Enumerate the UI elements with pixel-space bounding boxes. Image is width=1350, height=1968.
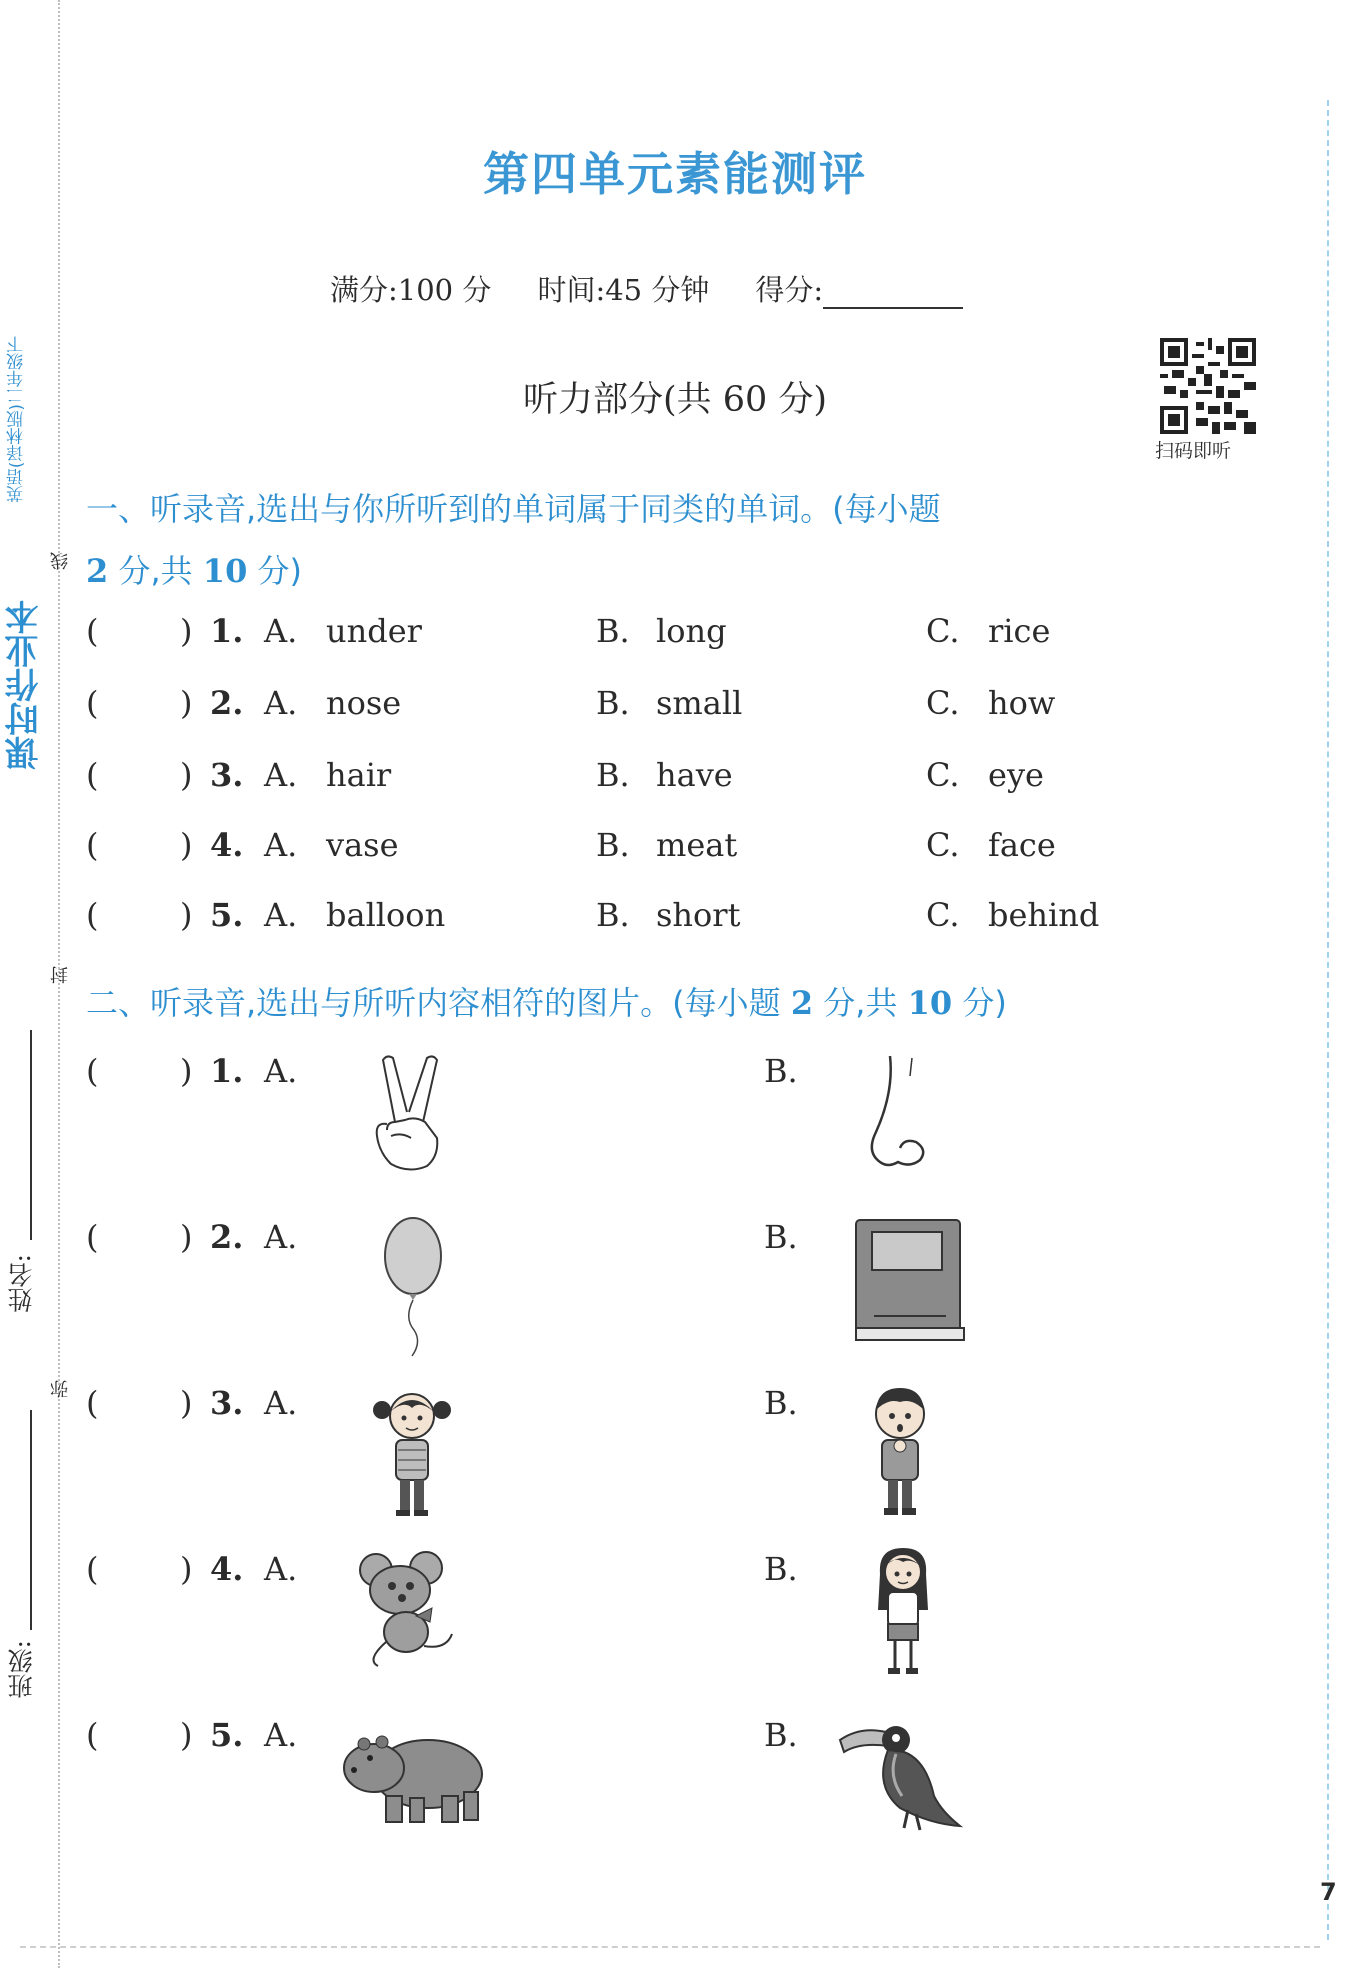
nose-icon[interactable]	[862, 1052, 942, 1177]
option-a-label[interactable]: A.	[264, 1716, 298, 1754]
score-blank[interactable]	[823, 283, 963, 309]
option-b-word[interactable]: long	[656, 612, 727, 650]
option-a-label[interactable]: A.	[264, 756, 298, 794]
section2-instruction	[86, 978, 1007, 1024]
answer-paren-close: )	[180, 1550, 193, 1588]
question-number: 5.	[210, 896, 244, 934]
boy-icon[interactable]	[860, 1384, 940, 1520]
option-b-label[interactable]: B.	[764, 1716, 798, 1754]
answer-paren-close: )	[180, 612, 193, 650]
section1-mid: 分,共	[118, 552, 193, 590]
s1-question-1	[0, 612, 1300, 662]
page-title: 第四单元素能测评	[483, 147, 867, 201]
section1-total: 10	[202, 552, 248, 590]
answer-paren-open[interactable]: (	[86, 826, 99, 864]
answer-paren-close: )	[180, 684, 193, 722]
mouse-icon[interactable]	[356, 1550, 466, 1670]
qr-code-icon[interactable]	[1160, 338, 1256, 434]
answer-paren-close: )	[180, 1716, 193, 1754]
answer-paren-close: )	[180, 1052, 193, 1090]
answer-paren-open[interactable]: (	[86, 684, 99, 722]
option-b-label[interactable]: B.	[596, 612, 630, 650]
option-a-label[interactable]: A.	[264, 1550, 298, 1588]
s2-question-4	[0, 1550, 1300, 1600]
option-c-word[interactable]: rice	[988, 612, 1051, 650]
cut-seal2-label: 弥	[50, 1380, 71, 1398]
option-b-word[interactable]: small	[656, 684, 743, 722]
option-b-word[interactable]: short	[656, 896, 741, 934]
girl-long-hair-icon[interactable]	[868, 1544, 938, 1680]
girl-pigtails-icon[interactable]	[372, 1388, 452, 1520]
toucan-icon[interactable]	[830, 1716, 980, 1836]
option-c-label[interactable]: C.	[926, 612, 960, 650]
option-a-label[interactable]: A.	[264, 896, 298, 934]
book-icon[interactable]	[850, 1216, 970, 1346]
option-c-word[interactable]: eye	[988, 756, 1044, 794]
answer-paren-close: )	[180, 826, 193, 864]
s1-question-2	[0, 684, 1300, 734]
option-b-label[interactable]: B.	[764, 1550, 798, 1588]
option-a-label[interactable]: A.	[264, 1384, 298, 1422]
option-c-label[interactable]: C.	[926, 756, 960, 794]
option-c-word[interactable]: behind	[988, 896, 1100, 934]
cut-line-label: 线	[50, 552, 71, 570]
answer-paren-open[interactable]: (	[86, 896, 99, 934]
question-number: 2.	[210, 1218, 244, 1256]
binding-dotted-line	[58, 0, 60, 1968]
option-b-label[interactable]: B.	[764, 1052, 798, 1090]
full-marks: 满分:100 分	[330, 273, 492, 307]
side-subtitle: 英语(译林版)二年级下	[7, 336, 27, 503]
option-c-label[interactable]: C.	[926, 896, 960, 934]
option-c-label[interactable]: C.	[926, 684, 960, 722]
side-brand: 课时作业本	[5, 600, 45, 770]
question-number: 3.	[210, 1384, 244, 1422]
question-number: 4.	[210, 1550, 244, 1588]
option-c-word[interactable]: face	[988, 826, 1056, 864]
s2-question-5	[0, 1716, 1300, 1766]
option-b-word[interactable]: have	[656, 756, 733, 794]
listening-points: (共 60 分)	[662, 380, 828, 420]
section1-end: 分)	[257, 552, 302, 590]
time-limit: 时间:45 分钟	[537, 273, 710, 307]
score-label: 得分:	[755, 273, 824, 307]
answer-paren-open[interactable]: (	[86, 756, 99, 794]
question-number: 5.	[210, 1716, 244, 1754]
section2-item-score: 2	[790, 984, 814, 1022]
section2-text-b: 分,共	[823, 984, 898, 1022]
option-a-word[interactable]: vase	[326, 826, 399, 864]
exam-info	[330, 268, 963, 309]
option-c-word[interactable]: how	[988, 684, 1056, 722]
answer-paren-open[interactable]: (	[86, 1716, 99, 1754]
answer-paren-close: )	[180, 1384, 193, 1422]
qr-caption: 扫码即听	[1155, 440, 1232, 462]
answer-paren-open[interactable]: (	[86, 1218, 99, 1256]
option-a-word[interactable]: nose	[326, 684, 402, 722]
option-a-label[interactable]: A.	[264, 684, 298, 722]
option-b-label[interactable]: B.	[764, 1218, 798, 1256]
answer-paren-close: )	[180, 896, 193, 934]
option-b-label[interactable]: B.	[596, 756, 630, 794]
hippo-icon[interactable]	[340, 1724, 486, 1828]
option-a-label[interactable]: A.	[264, 1052, 298, 1090]
s1-question-3	[0, 756, 1300, 806]
name-label: 姓名:	[7, 1254, 36, 1313]
victory-hand-icon[interactable]	[365, 1052, 455, 1177]
answer-paren-open[interactable]: (	[86, 1052, 99, 1090]
option-a-word[interactable]: under	[326, 612, 422, 650]
option-a-label[interactable]: A.	[264, 826, 298, 864]
answer-paren-open[interactable]: (	[86, 1550, 99, 1588]
option-b-label[interactable]: B.	[764, 1384, 798, 1422]
option-b-label[interactable]: B.	[596, 826, 630, 864]
question-number: 2.	[210, 684, 244, 722]
option-a-label[interactable]: A.	[264, 612, 298, 650]
question-number: 1.	[210, 1052, 244, 1090]
cut-seal-label: 封	[50, 966, 71, 984]
option-b-word[interactable]: meat	[656, 826, 738, 864]
s2-question-3	[0, 1384, 1300, 1434]
s2-question-1	[0, 1052, 1300, 1102]
answer-paren-open[interactable]: (	[86, 1384, 99, 1422]
option-a-word[interactable]: balloon	[326, 896, 446, 934]
section2-total: 10	[907, 984, 953, 1022]
option-a-word[interactable]: hair	[326, 756, 392, 794]
section1-item-score: 2	[86, 552, 109, 590]
answer-paren-open[interactable]: (	[86, 612, 99, 650]
question-number: 1.	[210, 612, 244, 650]
balloon-icon[interactable]	[378, 1214, 448, 1359]
class-label: 班级:	[7, 1640, 36, 1699]
listening-title: 听力部分	[522, 380, 663, 420]
question-number: 3.	[210, 756, 244, 794]
answer-paren-close: )	[180, 1218, 193, 1256]
option-a-label[interactable]: A.	[264, 1218, 298, 1256]
bottom-dashed-border	[20, 1946, 1320, 1948]
answer-paren-close: )	[180, 756, 193, 794]
s1-question-4	[0, 826, 1300, 876]
option-c-label[interactable]: C.	[926, 826, 960, 864]
section2-text-a: 二、听录音,选出与所听内容相符的图片。(每小题	[86, 984, 781, 1022]
listening-heading	[0, 372, 1350, 422]
page-number: 7	[1320, 1878, 1337, 1906]
question-number: 4.	[210, 826, 244, 864]
s2-question-2	[0, 1218, 1300, 1268]
section2-text-c: 分)	[962, 984, 1007, 1022]
s1-question-5	[0, 896, 1300, 946]
section1-instruction-line1: 一、听录音,选出与你所听到的单词属于同类的单词。(每小题	[86, 490, 941, 528]
option-b-label[interactable]: B.	[596, 684, 630, 722]
section1-instruction-line2	[86, 546, 302, 592]
option-b-label[interactable]: B.	[596, 896, 630, 934]
